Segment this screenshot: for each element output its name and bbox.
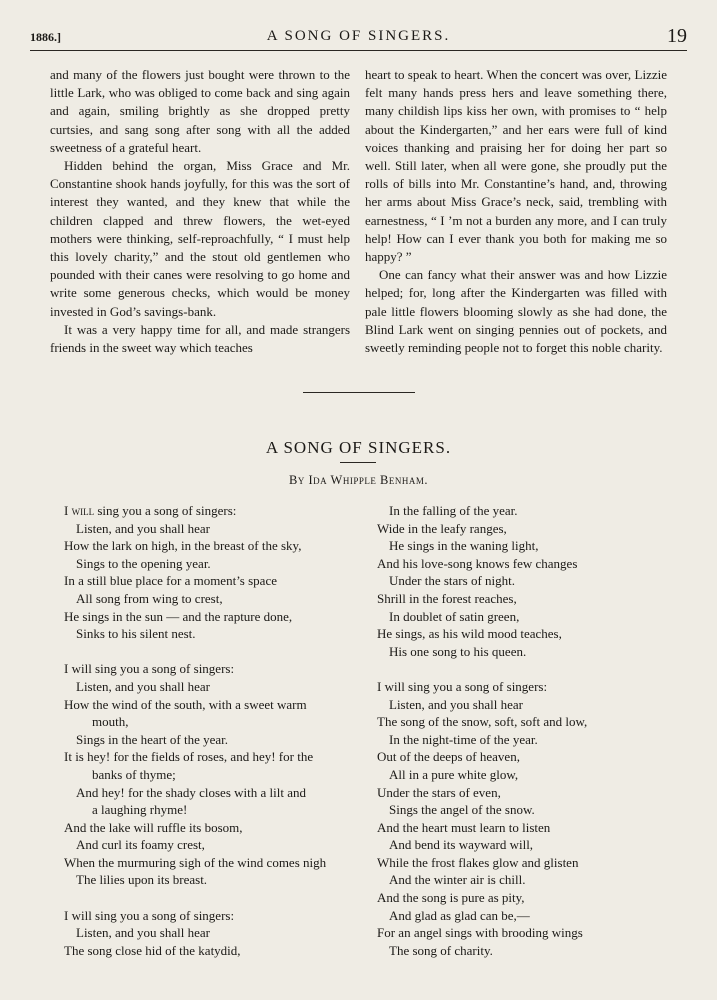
prose-paragraph: heart to speak to heart. When the concert was over, Lizzie felt many hands press hers and leave something there, many childish lips kiss her own, with promises to “ help about the Kindergarten,” and her ears were full of kind voices thanking and praising her for doing her part so well. Still later, when all were gone, she proudly put the rolls of bills into Mr. Constantine’s hand, and, throwing her arms about Miss Grace’s neck, said, trembling with earnestness, “ I ’m not a burden any more, and I can truly help! How can I ever thank you both for making me so happy? ” [365,67,667,265]
poem-line: For an angel sings with brooding wings [377,925,583,941]
poem-stanza [377,502,677,660]
header-title: A SONG OF SINGERS. [266,28,451,44]
poem-line: While the frost flakes glow and glisten [377,854,579,870]
poem-line: In the night-time of the year. [389,731,538,747]
poem-line: Listen, and you shall hear [76,520,210,536]
poem-line: His one song to his queen. [389,643,527,659]
poem-line: Shrill in the forest reaches, [377,590,517,606]
poem-line: And the song is pure as pity, [377,890,525,906]
poem-line: Under the stars of even, [377,784,501,800]
poem-column-right [377,502,677,977]
poem-line: Wide in the leafy ranges, [377,520,507,536]
poem-line: The song of the snow, soft, soft and low, [377,714,588,730]
poem-line: And bend its wayward will, [389,837,534,853]
poem-line: I will sing you a song of singers: [377,678,548,694]
poem-line: The song close hid of the katydid, [64,942,241,958]
poem-title: A SONG OF SINGERS. [265,438,452,457]
poem-line: In the falling of the year. [389,503,518,518]
poem-line: And the lake will ruffle its bosom, [64,819,243,835]
first-word-smallcaps: will [71,503,95,518]
prose-paragraph: One can fancy what their answer was and how Lizzie helped; for, long after the Kindergarten was filled with pale little flowers blooming slowly as she had done, the Blind Lark went on singing pennies out of pockets, and sweetly reminding people not to forget this noble charity. [365,267,667,356]
poem-column-left [64,502,364,977]
poem-line: Listen, and you shall hear [389,696,523,712]
poem-line: And the winter air is chill. [389,872,526,888]
poem-line: banks of thyme; [92,766,176,782]
poem-line: He sings in the sun — and the rapture done, [64,608,293,624]
poem-line: Sings the angel of the snow. [389,802,535,818]
poem-first-line: I will sing you a song of singers: [64,503,237,518]
prose-paragraph: Hidden behind the organ, Miss Grace and Mr. Constantine shook hands joyfully, for this was the sort of interest they wanted, and they knew that while the children clapped and threw flowers, the wet-eyed mothers were thinking, self-reproachfully, “ I must help this lovely charity,” and the stout old gentlemen who pounded with their canes were resolving to go home and write some generous checks, which would be money invested in God’s savings-bank. [50,158,350,319]
poem-line: Out of the deeps of heaven, [377,749,520,765]
poem-line: All song from wing to crest, [76,590,223,606]
poem-line: And hey! for the shady closes with a lilt and [76,784,306,800]
poem-line: He sings in the waning light, [389,538,539,554]
page-number: 19 [667,25,687,47]
prose-paragraph: It was a very happy time for all, and made strangers friends in the sweet way which teaches [50,321,350,356]
poem-line: In a still blue place for a moment’s space [64,573,277,589]
poem-stanza [377,678,677,960]
poem-line: Listen, and you shall hear [76,678,210,694]
poem-line: Sings in the heart of the year. [76,731,228,747]
poem-line: And curl its foamy crest, [76,837,205,853]
poem-line: Sings to the opening year. [76,555,211,571]
section-divider [303,392,415,393]
poem-line: Sinks to his silent nest. [76,626,196,642]
poem-line: And the heart must learn to listen [377,819,551,835]
poem-line: I will sing you a song of singers: [64,907,235,923]
header-year: 1886.] [30,30,61,44]
poem-stanza [64,660,364,889]
poem-line: How the lark on high, in the breast of the sky, [64,538,302,554]
poem-line: All in a pure white glow, [389,766,519,782]
poem-line: Listen, and you shall hear [76,925,210,941]
prose-paragraph: and many of the flowers just bought were thrown to the little Lark, who was obliged to come back and sing again and again, smiling brightly as she dropped pretty curtsies, and sang song after song with all the added sweetness of a grateful heart. [50,67,350,155]
poem-line: How the wind of the south, with a sweet warm [64,696,307,712]
running-head [30,25,687,48]
poem-line: mouth, [92,714,129,730]
poem-line: The song of charity. [389,942,493,958]
poem-byline [0,473,717,488]
prose-column-right [365,66,667,357]
poem-line: I will sing you a song of singers: [64,661,235,677]
poem-line: The lilies upon its breast. [76,872,208,888]
poem-line: When the murmuring sigh of the wind comes nigh [64,854,327,870]
poem-stanza [64,907,364,960]
poem-line: In doublet of satin green, [389,608,520,624]
poem-line: Under the stars of night. [389,573,516,589]
byline-text: By Ida Whipple Benham. [289,473,428,487]
poem-line: a laughing rhyme! [92,802,188,818]
poem-stanza [64,502,364,643]
poem-line: And glad as glad can be,— [389,907,530,923]
poem-line: He sings, as his wild mood teaches, [377,626,562,642]
title-rule [340,462,376,463]
poem-line: It is hey! for the fields of roses, and hey! for the [64,749,314,765]
header-rule [30,50,687,51]
prose-column-left [50,66,350,357]
first-line-text: sing you a song of singers: [94,503,237,518]
poem-line: And his love-song knows few changes [377,555,578,571]
